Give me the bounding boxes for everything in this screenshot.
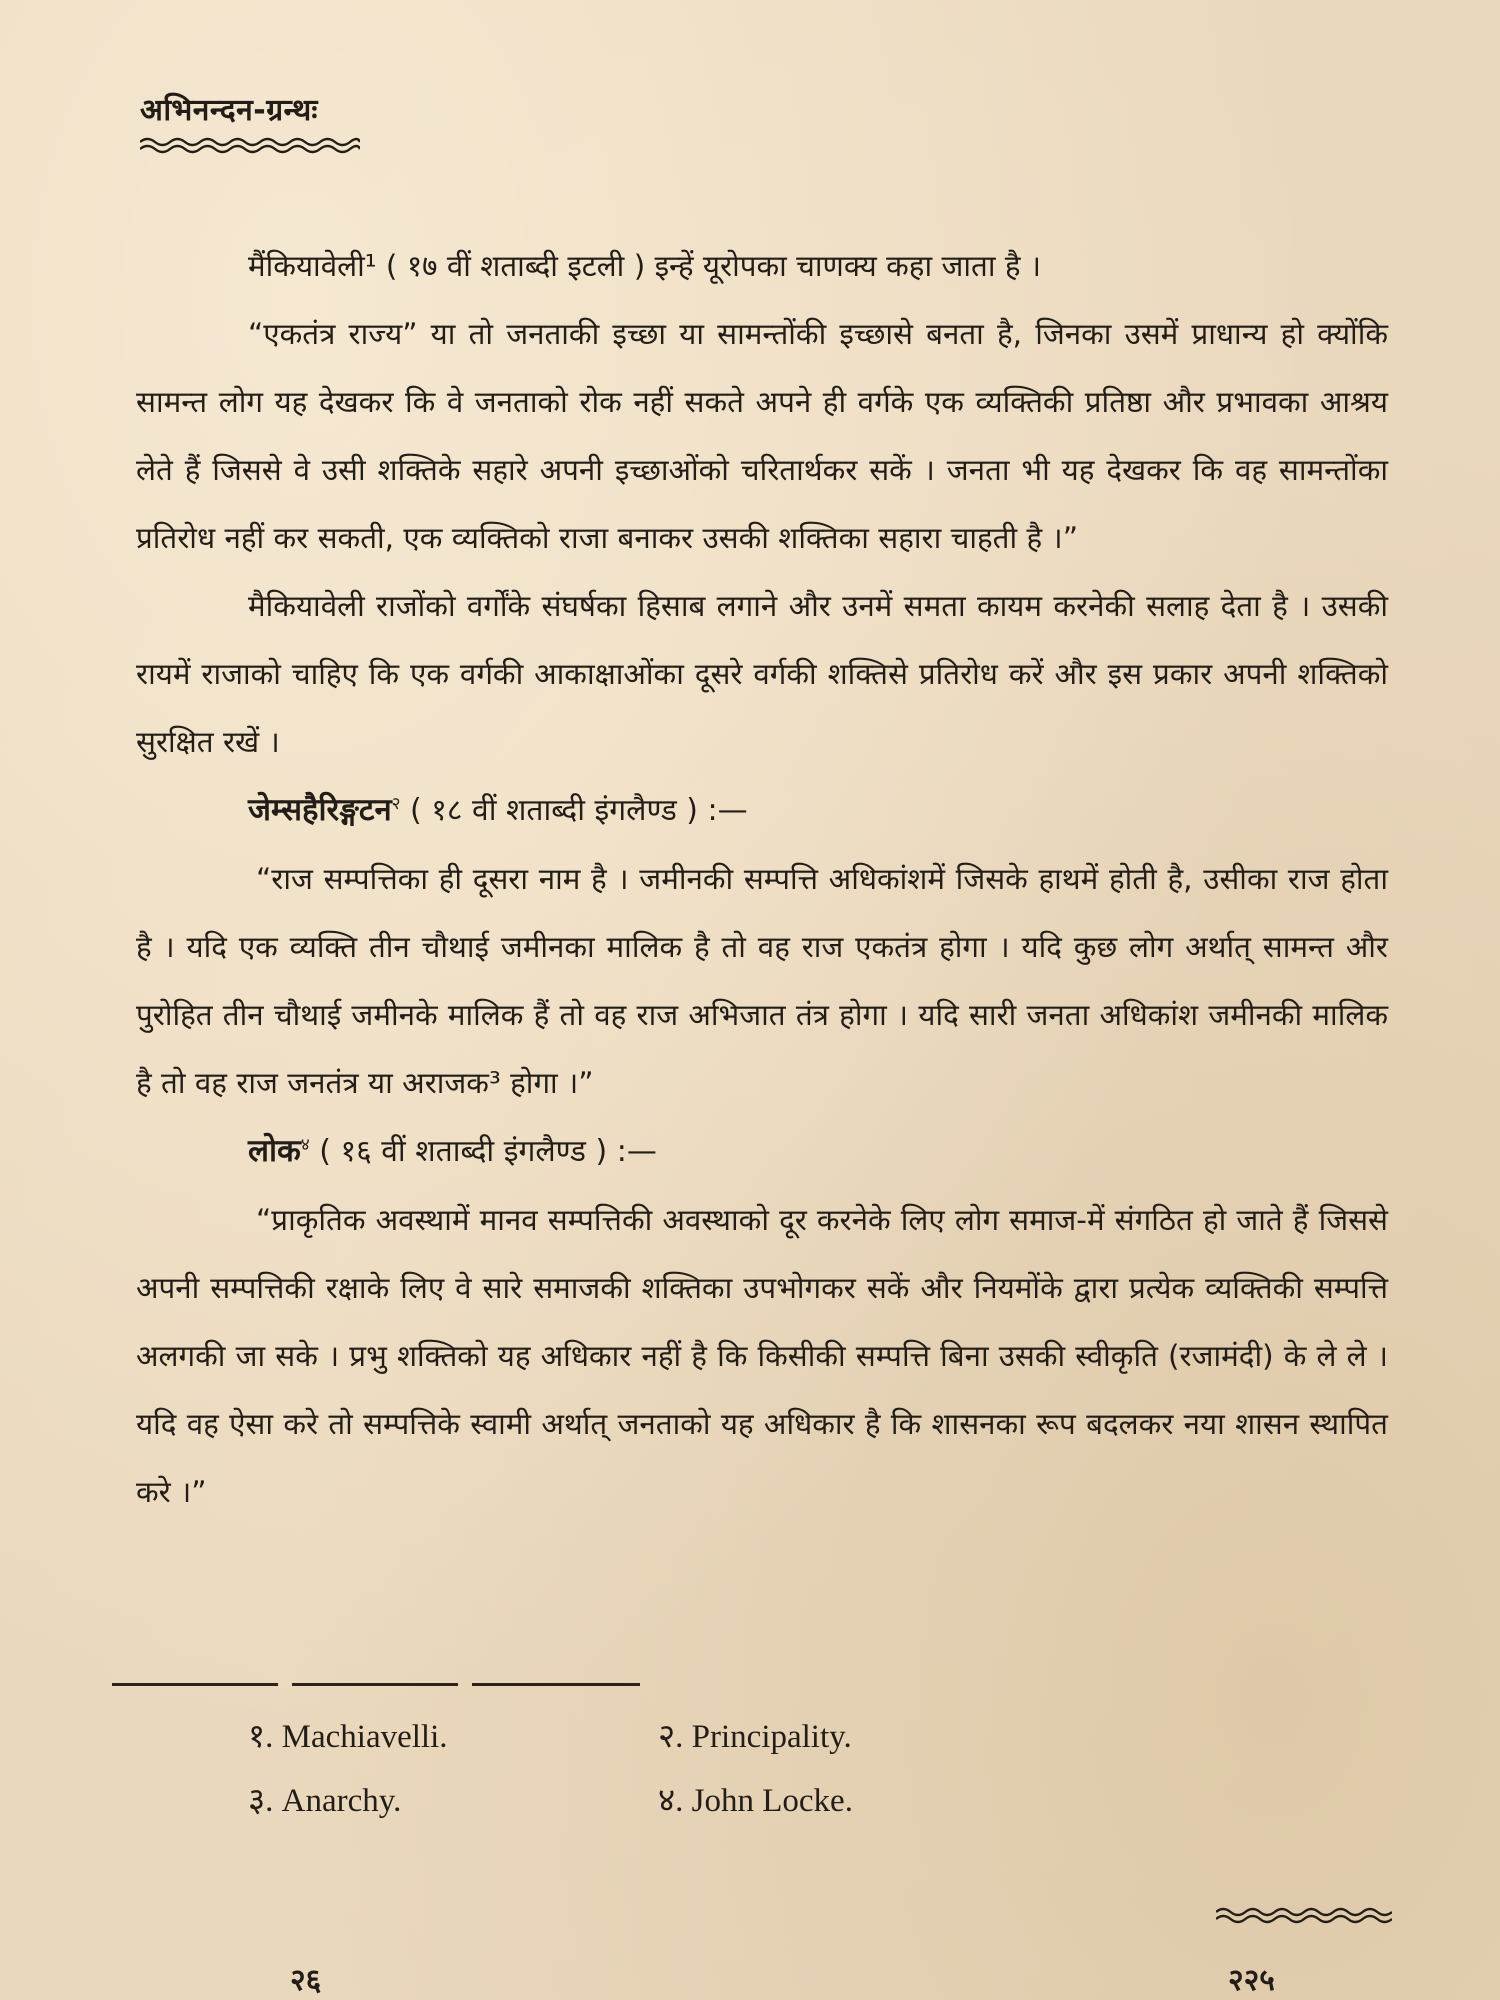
footnote-ref-2: २	[391, 794, 401, 814]
footnote-2: २. Principality.	[658, 1719, 852, 1755]
wavy-ornament-head	[140, 136, 360, 154]
heading-harrington-period: ( १८ वीं शताब्दी इंगलैण्ड ) :—	[410, 793, 748, 828]
footnote-rule-segment	[292, 1683, 458, 1686]
folio-right: २२५	[1228, 1963, 1275, 1998]
wavy-ornament-foot	[1216, 1906, 1392, 1924]
footnote-3: ३. Anarchy.	[248, 1783, 402, 1819]
footnote-rule-segment	[112, 1683, 278, 1686]
body-text	[136, 232, 1388, 1526]
footnote-rule-segment	[472, 1683, 640, 1686]
paragraph-harrington-quote: “राज सम्पत्तिका ही दूसरा नाम है । जमीनकी सम्पत्ति अधिकांशमें जिसके हाथमें होती है, उसीका राज होता है । यदि एक व्यक्ति तीन चौथाई जमीनका मालिक है तो वह राज एकतंत्र होगा । यदि कुछ लोग अर्थात् सामन्त और पुरोहित तीन चौथाई जमीनके मालिक हैं तो वह राज अभिजात तंत्र होगा । यदि सारी जनता अधिकांश जमीनकी मालिक है तो वह राज जनतंत्र या अराजक³ होगा ।”	[136, 862, 1388, 1100]
folio-left: २६	[290, 1963, 322, 1998]
heading-locke-name: लोक	[248, 1133, 301, 1169]
paragraph-principality-quote: “एकतंत्र राज्य” या तो जनताकी इच्छा या सामन्तोंकी इच्छासे बनता है, जिनका उसमें प्राधान्य हो क्योंकि सामन्त लोग यह देखकर कि वे जनताको रोक नहीं सकते अपने ही वर्गके एक व्यक्तिकी प्रतिष्ठा और प्रभावका आश्रय लेते हैं जिससे वे उसी शक्तिके सहारे अपनी इच्छाओंको चरितार्थकर सकें । जनता भी यह देखकर कि वह सामन्तोंका प्रतिरोध नहीं कर सकती, एक व्यक्तिको राजा बनाकर उसकी शक्तिका सहारा चाहती है ।”	[136, 317, 1388, 555]
heading-harrington-name: जेम्सहैरिङ्गटन	[248, 792, 392, 828]
heading-harrington	[136, 776, 1388, 845]
heading-locke-period: ( १६ वीं शताब्दी इंगलैण्ड ) :—	[319, 1134, 657, 1169]
footnote-1: १. Machiavelli.	[248, 1719, 448, 1755]
running-head: अभिनन्दन-ग्रन्थः	[140, 93, 318, 128]
paragraph-machiavelli-intro: मैंकियावेली¹ ( १७ वीं शताब्दी इटली ) इन्हें यूरोपका चाणक्य कहा जाता है ।	[248, 249, 1042, 283]
heading-locke	[136, 1117, 1388, 1186]
footnote-ref-4: ४	[300, 1135, 310, 1155]
footnote-rule	[112, 1683, 652, 1687]
paragraph-machiavelli-advice: मैकियावेली राजोंको वर्गोंके संघर्षका हिसाब लगाने और उनमें समता कायम करनेकी सलाह देता है । उसकी रायमें राजाको चाहिए कि एक वर्गकी आकाक्षाओंका दूसरे वर्गकी शक्तिसे प्रतिरोध करें और इस प्रकार अपनी शक्तिको सुरक्षित रखें ।	[136, 589, 1388, 759]
footnote-4: ४. John Locke.	[658, 1783, 853, 1819]
paragraph-locke-quote: “प्राकृतिक अवस्थामें मानव सम्पत्तिकी अवस्थाको दूर करनेके लिए लोग समाज-में संगठित हो जाते हैं जिससे अपनी सम्पत्तिकी रक्षाके लिए वे सारे समाजकी शक्तिका उपभोगकर सकें और नियमोंके द्वारा प्रत्येक व्यक्तिकी सम्पत्ति अलगकी जा सके । प्रभु शक्तिको यह अधिकार नहीं है कि किसीकी सम्पत्ति बिना उसकी स्वीकृति (रजामंदी) के ले ले । यदि वह ऐसा करे तो सम्पत्तिके स्वामी अर्थात् जनताको यह अधिकार है कि शासनका रूप बदलकर नया शासन स्थापित करे ।”	[136, 1203, 1388, 1509]
